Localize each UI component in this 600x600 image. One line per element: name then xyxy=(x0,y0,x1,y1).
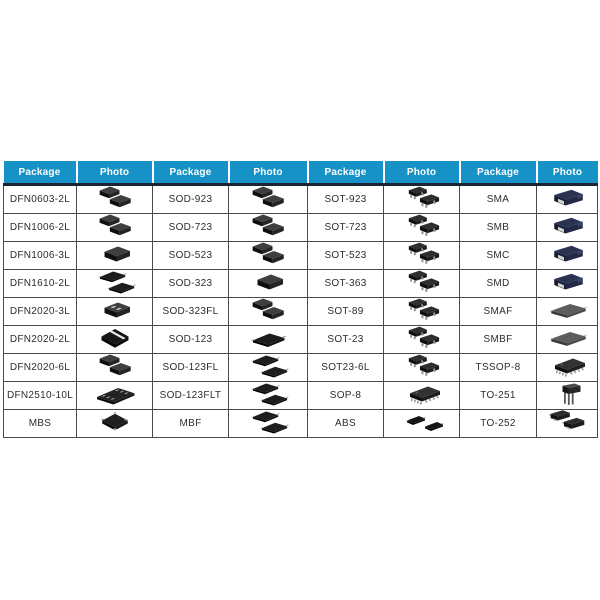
package-cell: SOD-923 xyxy=(153,185,229,214)
photo-cell xyxy=(229,214,308,242)
photo-cell xyxy=(229,354,308,382)
photo-cell xyxy=(77,354,153,382)
flat-chip-pair-icon xyxy=(240,354,296,381)
package-cell: SOD-323 xyxy=(153,270,229,298)
package-cell: SOT-89 xyxy=(308,298,384,326)
package-cell: ABS xyxy=(308,410,384,438)
package-column-header: Package xyxy=(153,161,229,185)
package-cell: DFN2020-6L xyxy=(4,354,77,382)
photo-cell xyxy=(77,382,153,410)
photo-cell xyxy=(77,270,153,298)
sot-pair-icon xyxy=(394,242,450,269)
table-row xyxy=(4,298,598,326)
photo-cell xyxy=(77,185,153,214)
package-cell: DFN2020-2L xyxy=(4,326,77,354)
package-cell: DFN2510-10L xyxy=(4,382,77,410)
sot-pair-icon xyxy=(394,214,450,241)
to251-package-icon xyxy=(539,382,595,409)
package-cell: SOP-8 xyxy=(308,382,384,410)
chip-pair-icon xyxy=(87,214,143,241)
package-column-header: Package xyxy=(308,161,384,185)
package-cell: SMA xyxy=(460,185,537,214)
package-cell: SMC xyxy=(460,242,537,270)
photo-cell xyxy=(537,298,598,326)
table-header xyxy=(4,161,598,185)
table-row xyxy=(4,270,598,298)
smd-molded-package-icon xyxy=(539,270,595,297)
package-cell: DFN2020-3L xyxy=(4,298,77,326)
smd-molded-package-icon xyxy=(539,186,595,213)
sot-pair-icon xyxy=(394,354,450,381)
photo-cell xyxy=(384,242,460,270)
table-row xyxy=(4,242,598,270)
package-cell: SOD-123FLT xyxy=(153,382,229,410)
table-row xyxy=(4,354,598,382)
package-cell: TO-252 xyxy=(460,410,537,438)
photo-cell xyxy=(229,382,308,410)
package-cell: DFN1610-2L xyxy=(4,270,77,298)
package-cell: SOT23-6L xyxy=(308,354,384,382)
photo-cell xyxy=(537,242,598,270)
package-cell: SMD xyxy=(460,270,537,298)
chip-pair-icon xyxy=(87,186,143,213)
photo-cell xyxy=(229,410,308,438)
photo-cell xyxy=(77,214,153,242)
photo-cell xyxy=(537,214,598,242)
flat-chip-pair-icon xyxy=(240,410,296,437)
sot-pair-icon xyxy=(394,270,450,297)
sot-pair-icon xyxy=(394,186,450,213)
photo-column-header: Photo xyxy=(537,161,598,185)
flat-smd-package-icon xyxy=(539,326,595,353)
flat-chip-pair-icon xyxy=(87,270,143,297)
header-row xyxy=(4,161,598,185)
sot-pair-icon xyxy=(394,298,450,325)
flat-smd-package-icon xyxy=(539,298,595,325)
package-cell: SMAF xyxy=(460,298,537,326)
table-row xyxy=(4,382,598,410)
photo-cell xyxy=(229,242,308,270)
chip-pair-icon xyxy=(240,186,296,213)
table-body xyxy=(4,185,598,438)
package-cell: SOT-363 xyxy=(308,270,384,298)
photo-cell xyxy=(537,354,598,382)
chip-single-icon xyxy=(87,242,143,269)
package-cell: SOT-723 xyxy=(308,214,384,242)
photo-cell xyxy=(384,354,460,382)
to252-package-icon xyxy=(539,410,595,437)
package-cell: DFN1006-2L xyxy=(4,214,77,242)
sot-pair-icon xyxy=(394,326,450,353)
bridge-rectifier-icon xyxy=(87,410,143,437)
photo-cell xyxy=(229,298,308,326)
package-column-header: Package xyxy=(4,161,77,185)
photo-cell xyxy=(537,326,598,354)
table-row xyxy=(4,185,598,214)
package-cell: SOD-123 xyxy=(153,326,229,354)
photo-cell xyxy=(77,298,153,326)
flat-chip-pair-icon xyxy=(240,382,296,409)
photo-cell xyxy=(384,326,460,354)
photo-column-header: Photo xyxy=(229,161,308,185)
photo-column-header: Photo xyxy=(77,161,153,185)
photo-cell xyxy=(77,326,153,354)
package-cell: SMB xyxy=(460,214,537,242)
table-row xyxy=(4,214,598,242)
sop8-package-icon xyxy=(394,382,450,409)
photo-cell xyxy=(537,410,598,438)
table-row xyxy=(4,326,598,354)
photo-cell xyxy=(77,410,153,438)
chip-pair-icon xyxy=(87,354,143,381)
photo-cell xyxy=(384,298,460,326)
chip-pair-icon xyxy=(240,298,296,325)
package-cell: MBS xyxy=(4,410,77,438)
package-cell: DFN1006-3L xyxy=(4,242,77,270)
chip-single-icon xyxy=(240,270,296,297)
photo-cell xyxy=(537,185,598,214)
package-cell: DFN0603-2L xyxy=(4,185,77,214)
package-column-header: Package xyxy=(460,161,537,185)
table-row xyxy=(4,410,598,438)
flat-bridge-pair-icon xyxy=(394,410,450,437)
package-cell: TSSOP-8 xyxy=(460,354,537,382)
package-cell: SOT-923 xyxy=(308,185,384,214)
package-catalog-table xyxy=(3,161,598,438)
package-cell: SOD-723 xyxy=(153,214,229,242)
chip-single-icon xyxy=(240,326,296,353)
package-cell: SOT-23 xyxy=(308,326,384,354)
photo-cell xyxy=(77,242,153,270)
photo-cell xyxy=(384,382,460,410)
package-cell: SOD-323FL xyxy=(153,298,229,326)
photo-cell xyxy=(229,185,308,214)
photo-cell xyxy=(537,382,598,410)
package-cell: TO-251 xyxy=(460,382,537,410)
photo-column-header: Photo xyxy=(384,161,460,185)
photo-cell xyxy=(384,270,460,298)
photo-cell xyxy=(537,270,598,298)
photo-cell xyxy=(384,185,460,214)
smd-molded-package-icon xyxy=(539,242,595,269)
chip-pair-icon xyxy=(240,242,296,269)
package-cell: MBF xyxy=(153,410,229,438)
package-cell: SOT-523 xyxy=(308,242,384,270)
package-cell: SMBF xyxy=(460,326,537,354)
package-cell: SOD-523 xyxy=(153,242,229,270)
multi-pad-chip-icon xyxy=(87,382,143,409)
photo-cell xyxy=(229,270,308,298)
sop8-package-icon xyxy=(539,354,595,381)
chip-pair-icon xyxy=(240,214,296,241)
tilted-chip-icon xyxy=(87,326,143,353)
smd-molded-package-icon xyxy=(539,214,595,241)
photo-cell xyxy=(384,214,460,242)
photo-cell xyxy=(229,326,308,354)
package-cell: SOD-123FL xyxy=(153,354,229,382)
chip-pads-icon xyxy=(87,298,143,325)
photo-cell xyxy=(384,410,460,438)
